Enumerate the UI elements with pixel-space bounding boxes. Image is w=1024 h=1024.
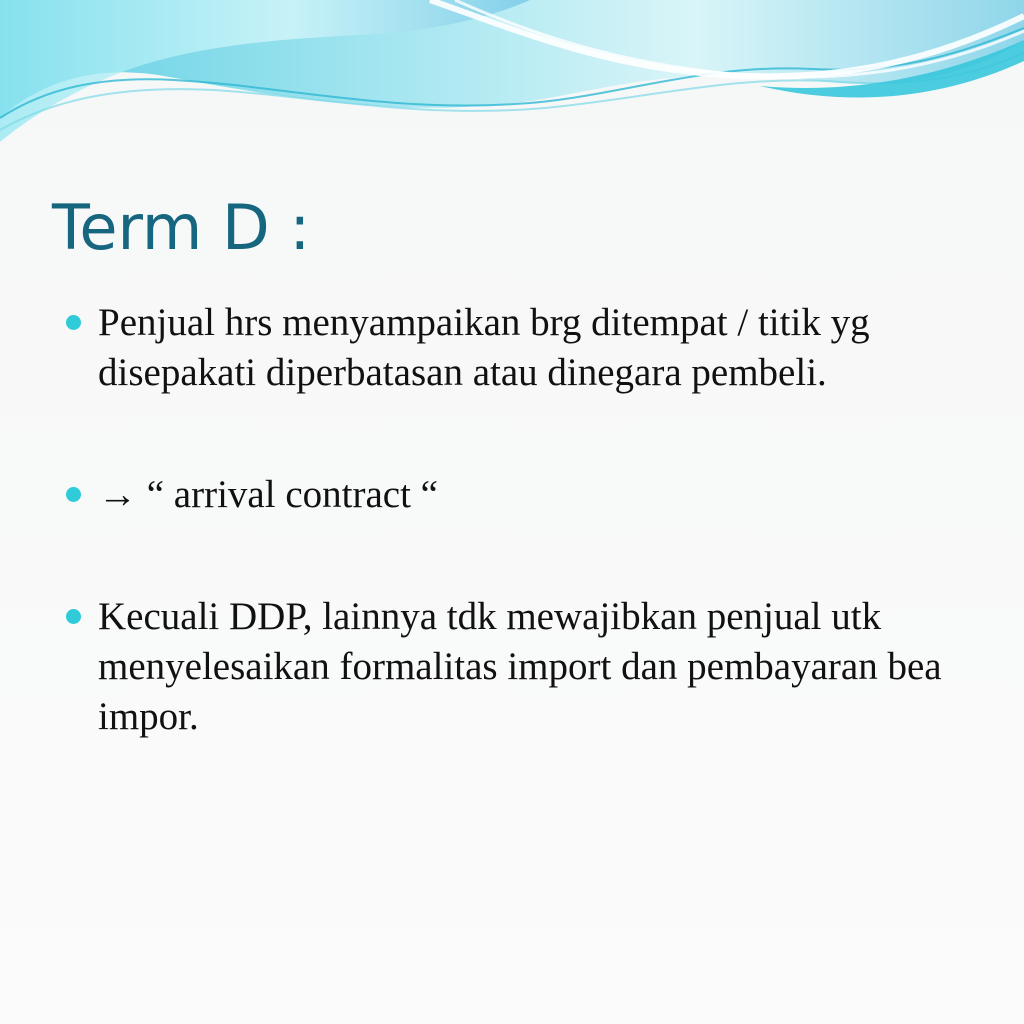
bullet-item-1 xyxy=(66,298,966,398)
round-bullet-icon xyxy=(66,315,81,330)
decorative-wave-header xyxy=(0,0,1024,170)
bullet-item-3 xyxy=(66,592,966,742)
bullet-text: Penjual hrs menyampaikan brg ditempat / titik yg disepakati diperbatasan atau dinegara pembeli. xyxy=(98,301,870,394)
bullet-text: → “ arrival contract “ xyxy=(98,473,438,516)
slide-title: Term D : xyxy=(52,191,311,264)
bullet-item-2 xyxy=(66,470,966,520)
round-bullet-icon xyxy=(66,487,81,502)
bullet-list xyxy=(66,298,966,742)
bullet-text: Kecuali DDP, lainnya tdk mewajibkan penjual utk menyelesaikan formalitas import dan pembayaran bea impor. xyxy=(98,595,942,738)
round-bullet-icon xyxy=(66,609,81,624)
